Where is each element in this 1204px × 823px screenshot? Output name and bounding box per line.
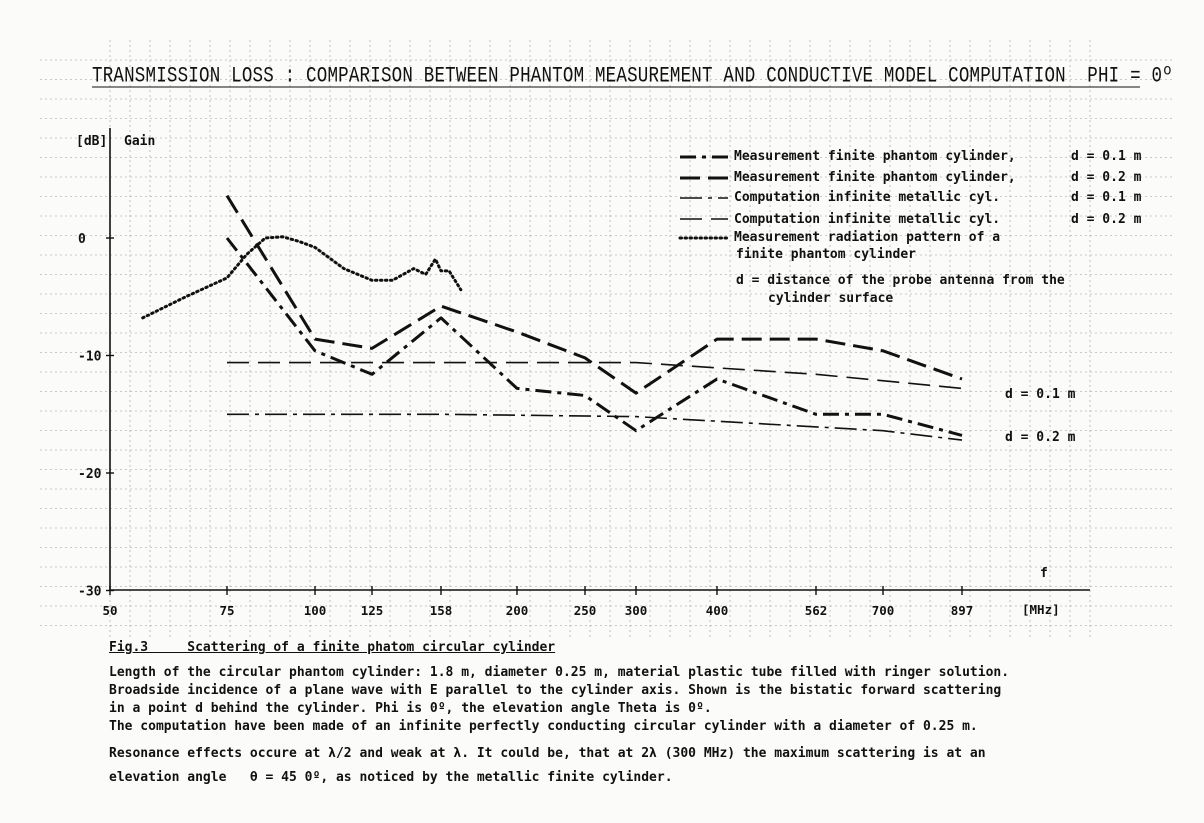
x-tick-label: 562: [804, 603, 828, 618]
y-tick-label: 0: [78, 232, 86, 247]
x-tick-label: 158: [429, 603, 453, 618]
curve-label-d01: d = 0.1 m: [1005, 387, 1076, 402]
y-tick-label: -30: [78, 584, 102, 600]
caption-line-1: Length of the circular phantom cylinder: 1.8 m, diameter 0.25 m, material plastic tube filled with ringer solution.: [109, 665, 1010, 680]
x-tick-label: 300: [624, 603, 648, 618]
y-axis-label: Gain: [124, 134, 156, 149]
y-axis-unit: [dB]: [76, 134, 108, 149]
caption-line-5: Resonance effects occure at λ/2 and weak at λ. It could be, that at 2λ (300 MHz) the maximum scattering is at an: [109, 746, 986, 761]
series-line-3: [227, 414, 962, 440]
legend-d-1: d = 0.1 m: [1071, 149, 1142, 164]
legend-d-4: d = 0.2 m: [1071, 212, 1142, 227]
y-tick-label: -10: [78, 349, 102, 365]
caption-line-3: in a point d behind the cylinder. Phi is 0º, the elevation angle Theta is 0º.: [109, 701, 712, 716]
distance-note-line2: cylinder surface: [768, 291, 894, 306]
series-line-4: [227, 363, 962, 389]
x-tick-label: 50: [102, 603, 118, 618]
distance-note-line1: d = distance of the probe antenna from the: [736, 273, 1065, 288]
legend-label-5b: finite phantom cylinder: [736, 247, 917, 262]
x-axis-unit: [MHz]: [1022, 602, 1060, 617]
legend-d-2: d = 0.2 m: [1071, 170, 1142, 185]
curve-label-d02: d = 0.2 m: [1005, 430, 1076, 445]
x-tick-label: 200: [505, 603, 529, 618]
legend-label-1: Measurement finite phantom cylinder,: [734, 149, 1016, 164]
figure-caption-heading: Fig.3 Scattering of a finite phatom circular cylinder: [109, 640, 556, 655]
legend-label-5: Measurement radiation pattern of a: [734, 230, 1001, 245]
legend-label-4: Computation infinite metallic cyl.: [734, 212, 1001, 227]
x-tick-label: 75: [219, 603, 235, 618]
caption-line-6: elevation angle θ = 45 0º, as noticed by the metallic finite cylinder.: [109, 770, 673, 785]
legend-label-2: Measurement finite phantom cylinder,: [734, 170, 1016, 185]
x-axis-var: f: [1040, 566, 1048, 581]
grid: [40, 40, 1175, 640]
x-tick-label: 897: [950, 603, 974, 618]
x-tick-label: 125: [360, 603, 384, 618]
series-line-1: [227, 238, 962, 435]
chart-title: TRANSMISSION LOSS : COMPARISON BETWEEN PHANTOM MEASUREMENT AND CONDUCTIVE MODEL COMPUTATION PHI = 0º: [92, 64, 1173, 89]
caption-line-2: Broadside incidence of a plane wave with E parallel to the cylinder axis. Shown is the bistatic forward scattering: [109, 683, 1002, 698]
series-line-5: [143, 237, 461, 318]
legend-label-3: Computation infinite metallic cyl.: [734, 190, 1001, 205]
x-tick-label: 250: [573, 603, 597, 618]
x-tick-label: 700: [871, 603, 895, 618]
legend-d-3: d = 0.1 m: [1071, 190, 1142, 205]
x-tick-label: 400: [705, 603, 729, 618]
caption-line-4: The computation have been made of an infinite perfectly conducting circular cylinder with a diameter of 0.25 m.: [109, 719, 978, 734]
x-tick-label: 100: [303, 603, 327, 618]
y-tick-label: -20: [78, 467, 102, 482]
